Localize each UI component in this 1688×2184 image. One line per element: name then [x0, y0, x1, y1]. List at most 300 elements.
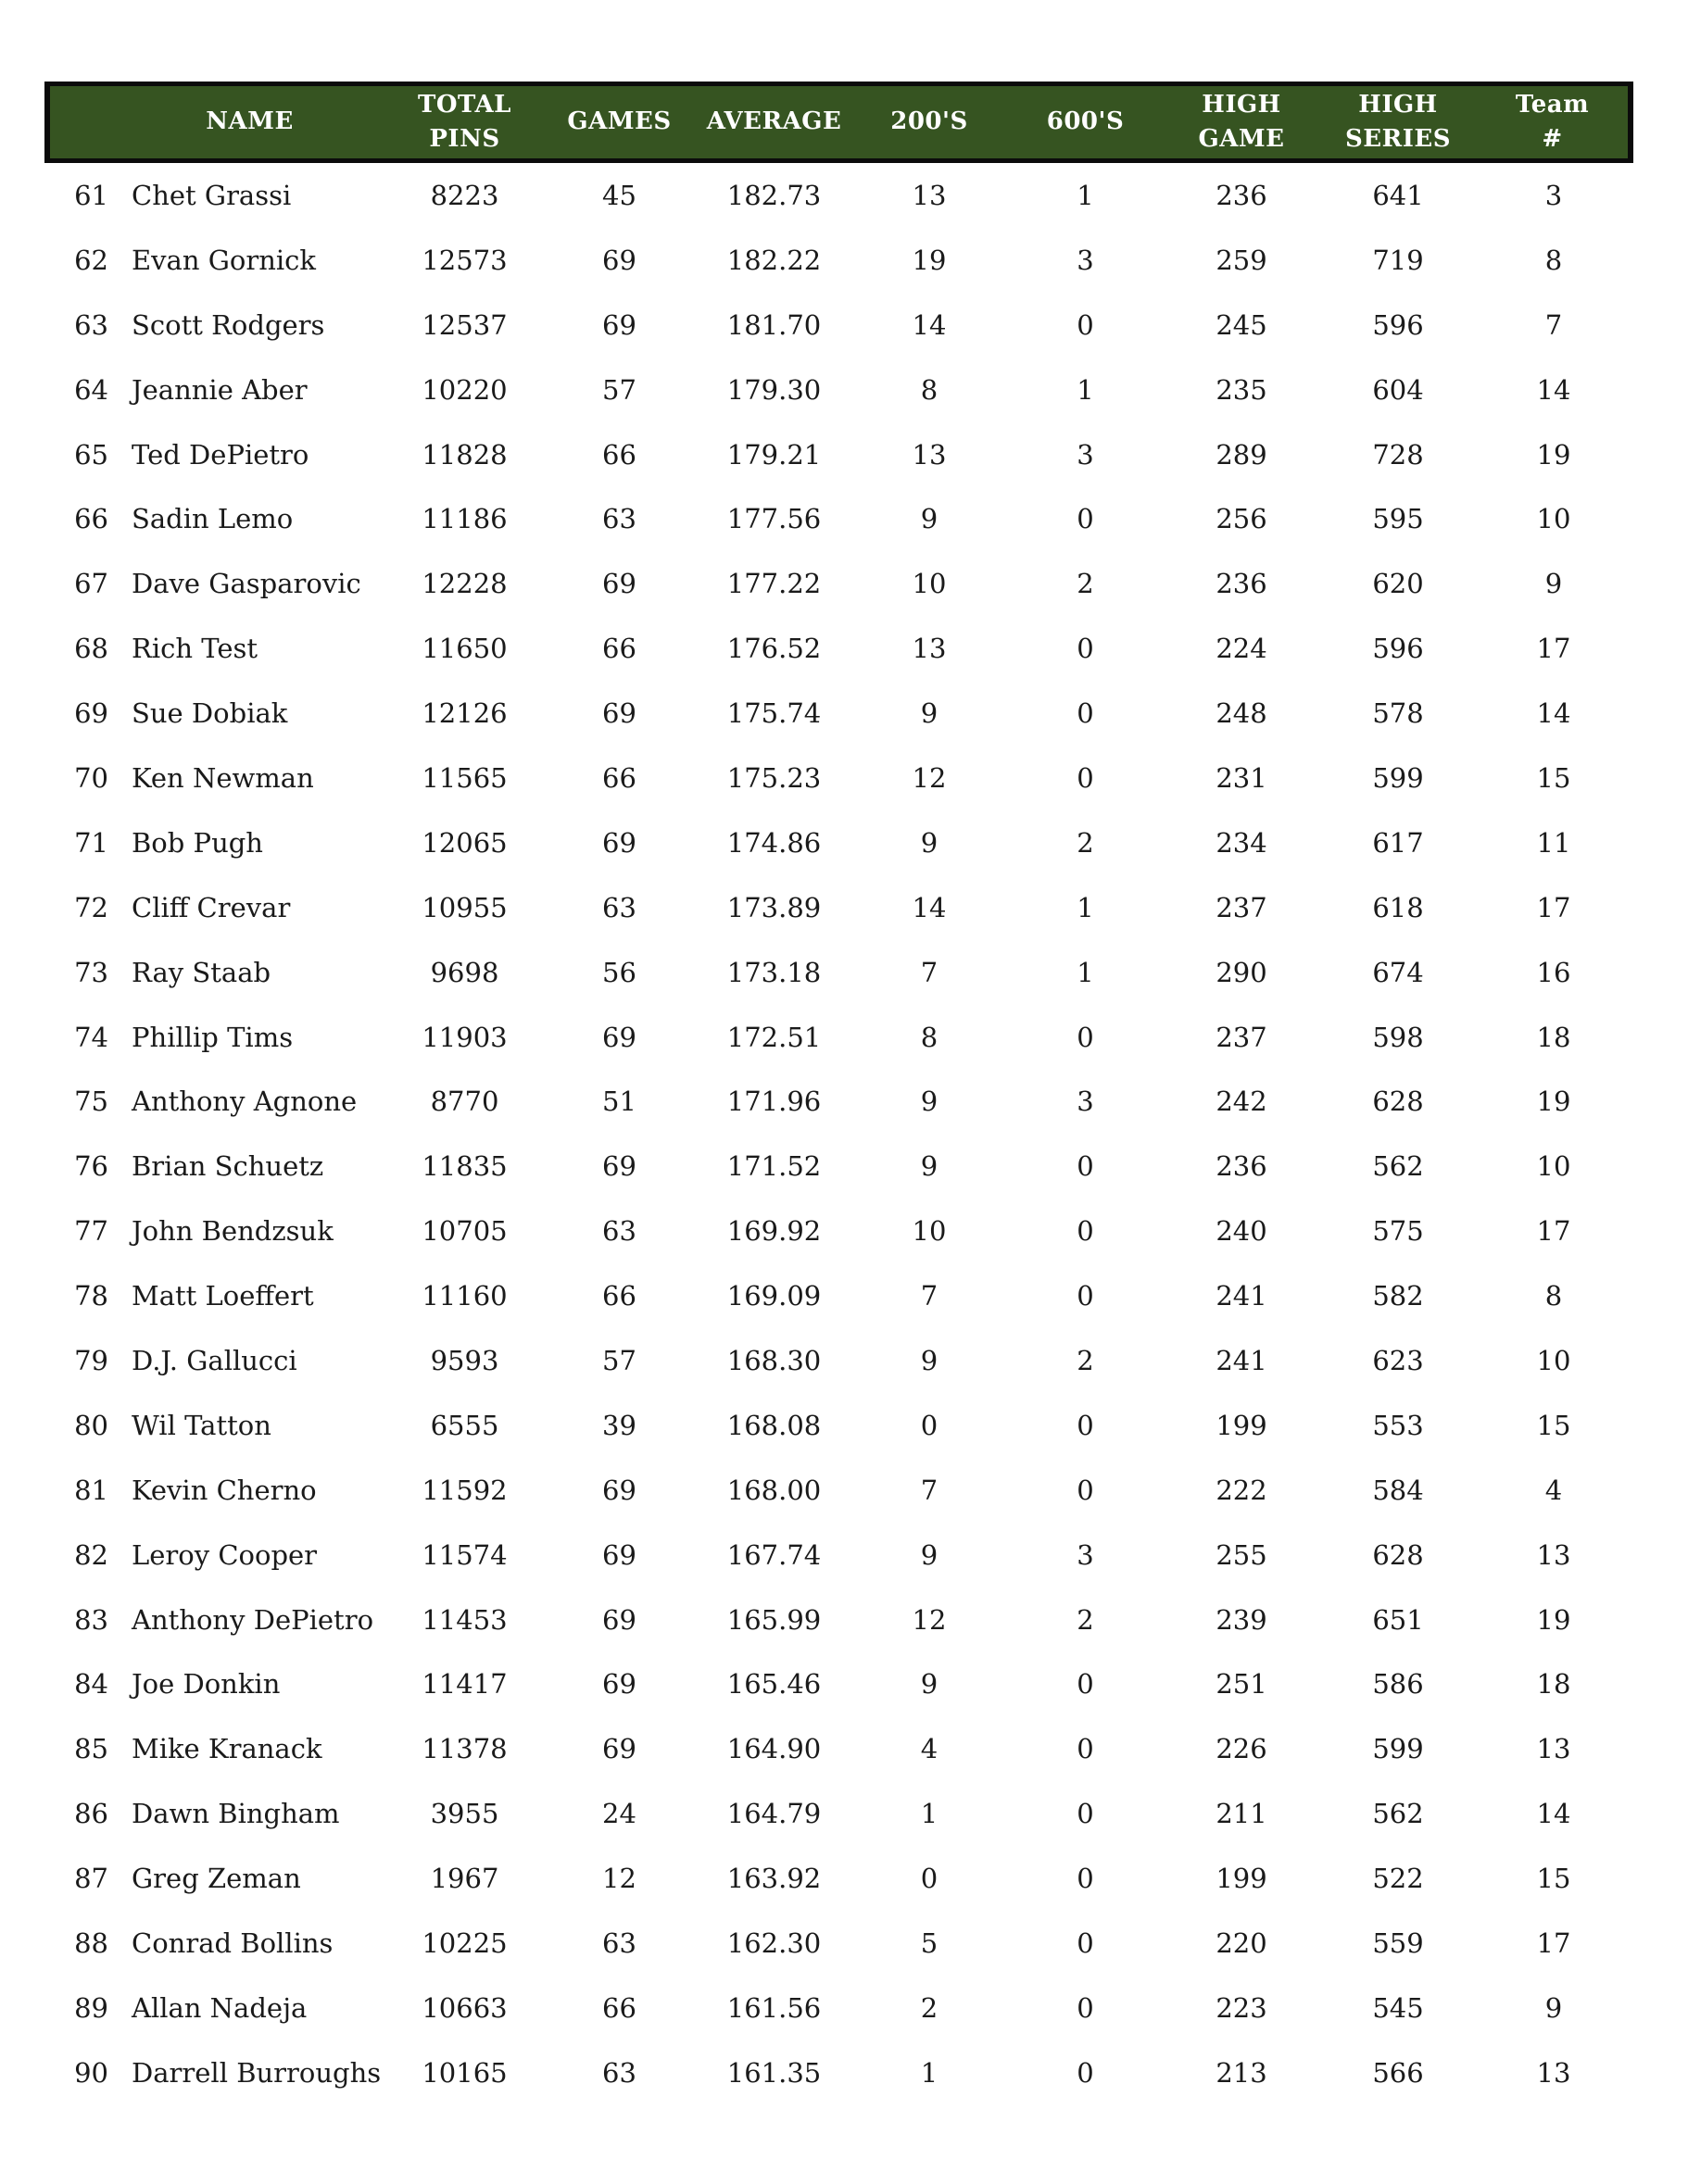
player-600s: 0 [1077, 503, 1094, 535]
player-team-number: 14 [1536, 373, 1571, 406]
player-average: 168.08 [726, 1409, 822, 1441]
player-high-series: 545 [1372, 1991, 1424, 2024]
player-600s: 0 [1077, 697, 1094, 730]
player-high-series: 628 [1372, 1086, 1424, 1118]
player-600s: 0 [1077, 1021, 1094, 1053]
player-total-pins: 11160 [422, 1280, 508, 1312]
player-200s: 1 [920, 1798, 938, 1830]
table-row [47, 1134, 1631, 1199]
player-high-game: 237 [1216, 1021, 1267, 1053]
player-games: 69 [602, 308, 636, 341]
player-games: 66 [602, 633, 636, 665]
player-high-series: 562 [1372, 1798, 1424, 1830]
player-rank: 90 [74, 2056, 108, 2089]
player-total-pins: 12228 [422, 568, 508, 600]
player-games: 69 [602, 826, 636, 859]
player-200s: 0 [920, 1409, 938, 1441]
player-high-game: 211 [1216, 1798, 1267, 1830]
header-name-label: NAME [206, 107, 294, 136]
player-team-number: 10 [1536, 1150, 1571, 1183]
player-average: 162.30 [726, 1927, 822, 1959]
table-row [47, 1976, 1631, 2040]
player-games: 66 [602, 761, 636, 794]
player-200s: 10 [912, 1215, 947, 1248]
player-team-number: 14 [1536, 1798, 1571, 1830]
player-high-series: 522 [1372, 1863, 1424, 1895]
player-total-pins: 12065 [422, 826, 508, 859]
player-rank: 71 [74, 826, 108, 859]
player-average: 171.52 [726, 1150, 822, 1183]
player-name: Kevin Cherno [132, 1474, 317, 1506]
player-high-series: 584 [1372, 1474, 1424, 1506]
player-average: 174.86 [726, 826, 822, 859]
player-games: 69 [602, 1668, 636, 1701]
player-200s: 19 [912, 244, 947, 276]
header-total-pins [387, 84, 542, 161]
player-200s: 14 [912, 891, 947, 923]
player-average: 182.73 [726, 179, 822, 211]
player-600s: 0 [1077, 1668, 1094, 1701]
player-high-game: 259 [1216, 244, 1267, 276]
player-total-pins: 10955 [422, 891, 508, 923]
player-high-series: 628 [1372, 1538, 1424, 1571]
header-high-game [1164, 84, 1319, 161]
header-row [47, 84, 1631, 161]
table-row [47, 1069, 1631, 1134]
player-200s: 9 [920, 1538, 938, 1571]
player-600s: 2 [1077, 1603, 1094, 1636]
header-average [697, 84, 851, 161]
player-high-series: 599 [1372, 761, 1424, 794]
player-high-series: 620 [1372, 568, 1424, 600]
player-team-number: 4 [1544, 1474, 1563, 1506]
header-name [112, 84, 387, 161]
player-total-pins: 11828 [422, 438, 508, 471]
player-team-number: 15 [1536, 1409, 1571, 1441]
player-name: Ray Staab [132, 956, 271, 988]
player-average: 167.74 [726, 1538, 822, 1571]
player-total-pins: 11417 [422, 1668, 508, 1701]
player-team-number: 18 [1536, 1021, 1571, 1053]
player-games: 66 [602, 1280, 636, 1312]
player-games: 69 [602, 1733, 636, 1765]
table-row [47, 293, 1631, 358]
player-name: D.J. Gallucci [132, 1344, 297, 1376]
header-200s-label: 200'S [890, 107, 968, 136]
player-average: 164.90 [726, 1733, 822, 1765]
player-total-pins: 12537 [422, 308, 508, 341]
player-rank: 64 [74, 373, 108, 406]
player-games: 56 [602, 956, 636, 988]
player-team-number: 8 [1544, 244, 1563, 276]
table-row [47, 1911, 1631, 1976]
player-high-game: 199 [1216, 1863, 1267, 1895]
table-header [47, 84, 1631, 161]
player-games: 39 [602, 1409, 636, 1441]
player-200s: 14 [912, 308, 947, 341]
player-team-number: 10 [1536, 1344, 1571, 1376]
player-200s: 9 [920, 1086, 938, 1118]
header-games-label: GAMES [567, 107, 672, 136]
player-600s: 0 [1077, 761, 1094, 794]
table-row [47, 1263, 1631, 1328]
player-name: Sadin Lemo [132, 503, 294, 535]
player-total-pins: 10705 [422, 1215, 508, 1248]
player-600s: 0 [1077, 1150, 1094, 1183]
player-high-game: 241 [1216, 1280, 1267, 1312]
player-name: Darrell Burroughs [132, 2056, 382, 2089]
player-200s: 9 [920, 503, 938, 535]
player-high-series: 599 [1372, 1733, 1424, 1765]
table-row [47, 1393, 1631, 1458]
player-600s: 3 [1077, 1086, 1094, 1118]
player-rank: 73 [74, 956, 108, 988]
player-average: 163.92 [726, 1863, 822, 1895]
player-high-series: 618 [1372, 891, 1424, 923]
player-high-series: 617 [1372, 826, 1424, 859]
player-average: 179.30 [726, 373, 822, 406]
table-row [47, 228, 1631, 293]
player-high-game: 245 [1216, 308, 1267, 341]
player-200s: 10 [912, 568, 947, 600]
player-600s: 0 [1077, 1215, 1094, 1248]
player-200s: 12 [912, 1603, 947, 1636]
player-team-number: 13 [1536, 1538, 1571, 1571]
player-average: 164.79 [726, 1798, 822, 1830]
player-games: 69 [602, 1150, 636, 1183]
table-row [47, 1846, 1631, 1911]
player-games: 63 [602, 503, 636, 535]
table-row [47, 358, 1631, 422]
table-row [47, 810, 1631, 875]
table-row [47, 875, 1631, 940]
player-high-series: 651 [1372, 1603, 1424, 1636]
player-name: Joe Donkin [132, 1668, 281, 1701]
player-total-pins: 3955 [430, 1798, 499, 1830]
table-row [47, 1458, 1631, 1523]
player-200s: 13 [912, 633, 947, 665]
player-team-number: 9 [1544, 568, 1563, 600]
player-rank: 78 [74, 1280, 108, 1312]
table-row [47, 1523, 1631, 1588]
player-total-pins: 11565 [422, 761, 508, 794]
player-name: Ken Newman [132, 761, 314, 794]
player-total-pins: 8223 [430, 179, 499, 211]
player-600s: 0 [1077, 1280, 1094, 1312]
header-200s [851, 84, 1007, 161]
player-600s: 1 [1077, 891, 1094, 923]
table-row [47, 1328, 1631, 1393]
header-team-line1: Team [1515, 91, 1590, 119]
player-high-game: 237 [1216, 891, 1267, 923]
player-rank: 63 [74, 308, 108, 341]
player-600s: 0 [1077, 1863, 1094, 1895]
player-total-pins: 10165 [422, 2056, 508, 2089]
player-name: Cliff Crevar [132, 891, 291, 923]
table-row [47, 940, 1631, 1005]
player-total-pins: 11835 [422, 1150, 508, 1183]
player-rank: 86 [74, 1798, 108, 1830]
player-games: 63 [602, 1215, 636, 1248]
player-high-game: 234 [1216, 826, 1267, 859]
player-games: 69 [602, 244, 636, 276]
player-name: Jeannie Aber [132, 373, 308, 406]
player-name: Bob Pugh [132, 826, 263, 859]
player-average: 161.35 [726, 2056, 822, 2089]
player-average: 168.30 [726, 1344, 822, 1376]
player-total-pins: 12573 [422, 244, 508, 276]
player-team-number: 17 [1536, 891, 1571, 923]
player-team-number: 19 [1536, 1603, 1571, 1636]
header-600s [1007, 84, 1164, 161]
player-rank: 74 [74, 1021, 108, 1053]
player-name: Chet Grassi [132, 179, 292, 211]
player-200s: 13 [912, 179, 947, 211]
player-high-game: 223 [1216, 1991, 1267, 2024]
player-high-series: 566 [1372, 2056, 1424, 2089]
player-rank: 66 [74, 503, 108, 535]
player-average: 171.96 [726, 1086, 822, 1118]
player-average: 177.22 [726, 568, 822, 600]
player-team-number: 17 [1536, 633, 1571, 665]
player-200s: 8 [920, 1021, 938, 1053]
player-total-pins: 9698 [430, 956, 499, 988]
player-games: 69 [602, 1474, 636, 1506]
player-rank: 85 [74, 1733, 108, 1765]
player-600s: 2 [1077, 568, 1094, 600]
player-high-series: 553 [1372, 1409, 1424, 1441]
player-average: 169.92 [726, 1215, 822, 1248]
player-600s: 0 [1077, 1927, 1094, 1959]
player-team-number: 7 [1544, 308, 1563, 341]
player-games: 66 [602, 438, 636, 471]
player-name: Rich Test [132, 633, 258, 665]
player-high-series: 641 [1372, 179, 1424, 211]
player-total-pins: 6555 [430, 1409, 499, 1441]
player-team-number: 18 [1536, 1668, 1571, 1701]
player-high-game: 241 [1216, 1344, 1267, 1376]
header-high-series [1319, 84, 1477, 161]
player-high-series: 719 [1372, 244, 1424, 276]
player-name: Conrad Bollins [132, 1927, 334, 1959]
player-high-game: 235 [1216, 373, 1267, 406]
player-200s: 0 [920, 1863, 938, 1895]
player-600s: 0 [1077, 1474, 1094, 1506]
player-games: 69 [602, 568, 636, 600]
player-games: 63 [602, 1927, 636, 1959]
player-200s: 7 [920, 1280, 938, 1312]
header-team-line2: # [1542, 124, 1563, 153]
header-team-number [1477, 84, 1631, 161]
player-name: Wil Tatton [132, 1409, 271, 1441]
player-high-game: 289 [1216, 438, 1267, 471]
player-high-game: 290 [1216, 956, 1267, 988]
player-rank: 77 [74, 1215, 108, 1248]
player-average: 173.89 [726, 891, 822, 923]
player-rank: 82 [74, 1538, 108, 1571]
player-high-game: 220 [1216, 1927, 1267, 1959]
player-team-number: 14 [1536, 697, 1571, 730]
table-row [47, 486, 1631, 551]
player-name: Brian Schuetz [132, 1150, 324, 1183]
player-games: 69 [602, 697, 636, 730]
player-rank: 68 [74, 633, 108, 665]
player-team-number: 13 [1536, 2056, 1571, 2089]
player-rank: 84 [74, 1668, 108, 1701]
table-row [47, 1199, 1631, 1263]
player-average: 169.09 [726, 1280, 822, 1312]
table-row [47, 422, 1631, 487]
header-games [542, 84, 697, 161]
player-name: Evan Gornick [132, 244, 316, 276]
player-high-series: 562 [1372, 1150, 1424, 1183]
player-name: Mike Kranack [132, 1733, 322, 1765]
player-200s: 12 [912, 761, 947, 794]
player-600s: 1 [1077, 956, 1094, 988]
player-200s: 9 [920, 1668, 938, 1701]
player-rank: 83 [74, 1603, 108, 1636]
player-high-game: 251 [1216, 1668, 1267, 1701]
player-rank: 65 [74, 438, 108, 471]
player-high-series: 604 [1372, 373, 1424, 406]
player-games: 69 [602, 1538, 636, 1571]
player-team-number: 10 [1536, 503, 1571, 535]
player-name: Leroy Cooper [132, 1538, 318, 1571]
table-row [47, 681, 1631, 746]
player-200s: 1 [920, 2056, 938, 2089]
player-600s: 3 [1077, 244, 1094, 276]
player-200s: 9 [920, 826, 938, 859]
player-200s: 8 [920, 373, 938, 406]
header-rank [47, 84, 112, 161]
player-name: Scott Rodgers [132, 308, 325, 341]
player-600s: 3 [1077, 1538, 1094, 1571]
player-team-number: 17 [1536, 1215, 1571, 1248]
header-600s-label: 600'S [1046, 107, 1125, 136]
header-high-series-line1: HIGH [1358, 91, 1438, 119]
header-average-label: AVERAGE [706, 107, 842, 136]
player-600s: 2 [1077, 826, 1094, 859]
player-rank: 80 [74, 1409, 108, 1441]
player-200s: 4 [920, 1733, 938, 1765]
table-row [47, 616, 1631, 681]
player-rank: 79 [74, 1344, 108, 1376]
player-600s: 1 [1077, 179, 1094, 211]
player-total-pins: 11592 [422, 1474, 508, 1506]
table-row [47, 551, 1631, 616]
player-high-game: 240 [1216, 1215, 1267, 1248]
player-average: 176.52 [726, 633, 822, 665]
player-games: 24 [602, 1798, 636, 1830]
player-average: 177.56 [726, 503, 822, 535]
player-high-series: 596 [1372, 633, 1424, 665]
player-200s: 7 [920, 956, 938, 988]
player-team-number: 9 [1544, 1991, 1563, 2024]
player-team-number: 3 [1544, 179, 1563, 211]
table-row [47, 1781, 1631, 1846]
table-body [47, 161, 1631, 2105]
player-team-number: 19 [1536, 438, 1571, 471]
player-600s: 3 [1077, 438, 1094, 471]
player-games: 57 [602, 373, 636, 406]
player-total-pins: 11453 [422, 1603, 508, 1636]
header-total-pins-line2: PINS [429, 124, 500, 153]
player-high-game: 226 [1216, 1733, 1267, 1765]
player-games: 66 [602, 1991, 636, 2024]
player-high-game: 236 [1216, 1150, 1267, 1183]
player-games: 12 [602, 1863, 636, 1895]
player-high-game: 222 [1216, 1474, 1267, 1506]
player-average: 161.56 [726, 1991, 822, 2024]
player-high-series: 598 [1372, 1021, 1424, 1053]
player-total-pins: 11574 [422, 1538, 508, 1571]
player-rank: 89 [74, 1991, 108, 2024]
player-name: Dave Gasparovic [132, 568, 361, 600]
player-200s: 9 [920, 1344, 938, 1376]
player-average: 172.51 [726, 1021, 822, 1053]
header-high-game-line2: GAME [1198, 124, 1285, 153]
player-rank: 87 [74, 1863, 108, 1895]
player-name: John Bendzsuk [132, 1215, 334, 1248]
player-average: 165.99 [726, 1603, 822, 1636]
player-200s: 2 [920, 1991, 938, 2024]
player-high-game: 224 [1216, 633, 1267, 665]
player-high-series: 575 [1372, 1215, 1424, 1248]
player-team-number: 11 [1536, 826, 1571, 859]
player-high-series: 595 [1372, 503, 1424, 535]
table-row [47, 2040, 1631, 2105]
player-high-game: 248 [1216, 697, 1267, 730]
player-high-series: 674 [1372, 956, 1424, 988]
table-row [47, 1716, 1631, 1781]
player-200s: 5 [920, 1927, 938, 1959]
player-average: 173.18 [726, 956, 822, 988]
player-team-number: 15 [1536, 761, 1571, 794]
player-total-pins: 8770 [430, 1086, 499, 1118]
standings-table [44, 82, 1633, 2105]
player-name: Anthony Agnone [132, 1086, 358, 1118]
player-600s: 2 [1077, 1344, 1094, 1376]
table-row [47, 1588, 1631, 1652]
player-average: 175.74 [726, 697, 822, 730]
player-total-pins: 11378 [422, 1733, 508, 1765]
player-high-game: 255 [1216, 1538, 1267, 1571]
player-name: Anthony DePietro [132, 1603, 374, 1636]
player-rank: 88 [74, 1927, 108, 1959]
player-600s: 0 [1077, 308, 1094, 341]
player-team-number: 17 [1536, 1927, 1571, 1959]
player-average: 175.23 [726, 761, 822, 794]
player-name: Dawn Bingham [132, 1798, 340, 1830]
player-games: 63 [602, 891, 636, 923]
player-games: 57 [602, 1344, 636, 1376]
player-average: 182.22 [726, 244, 822, 276]
player-200s: 13 [912, 438, 947, 471]
player-average: 165.46 [726, 1668, 822, 1701]
player-high-game: 236 [1216, 568, 1267, 600]
player-name: Allan Nadeja [132, 1991, 308, 2024]
player-name: Sue Dobiak [132, 697, 288, 730]
player-name: Phillip Tims [132, 1021, 294, 1053]
player-high-series: 578 [1372, 697, 1424, 730]
player-600s: 0 [1077, 1991, 1094, 2024]
player-games: 63 [602, 2056, 636, 2089]
player-total-pins: 11650 [422, 633, 508, 665]
player-high-series: 728 [1372, 438, 1424, 471]
player-team-number: 15 [1536, 1863, 1571, 1895]
player-200s: 9 [920, 697, 938, 730]
player-high-game: 239 [1216, 1603, 1267, 1636]
